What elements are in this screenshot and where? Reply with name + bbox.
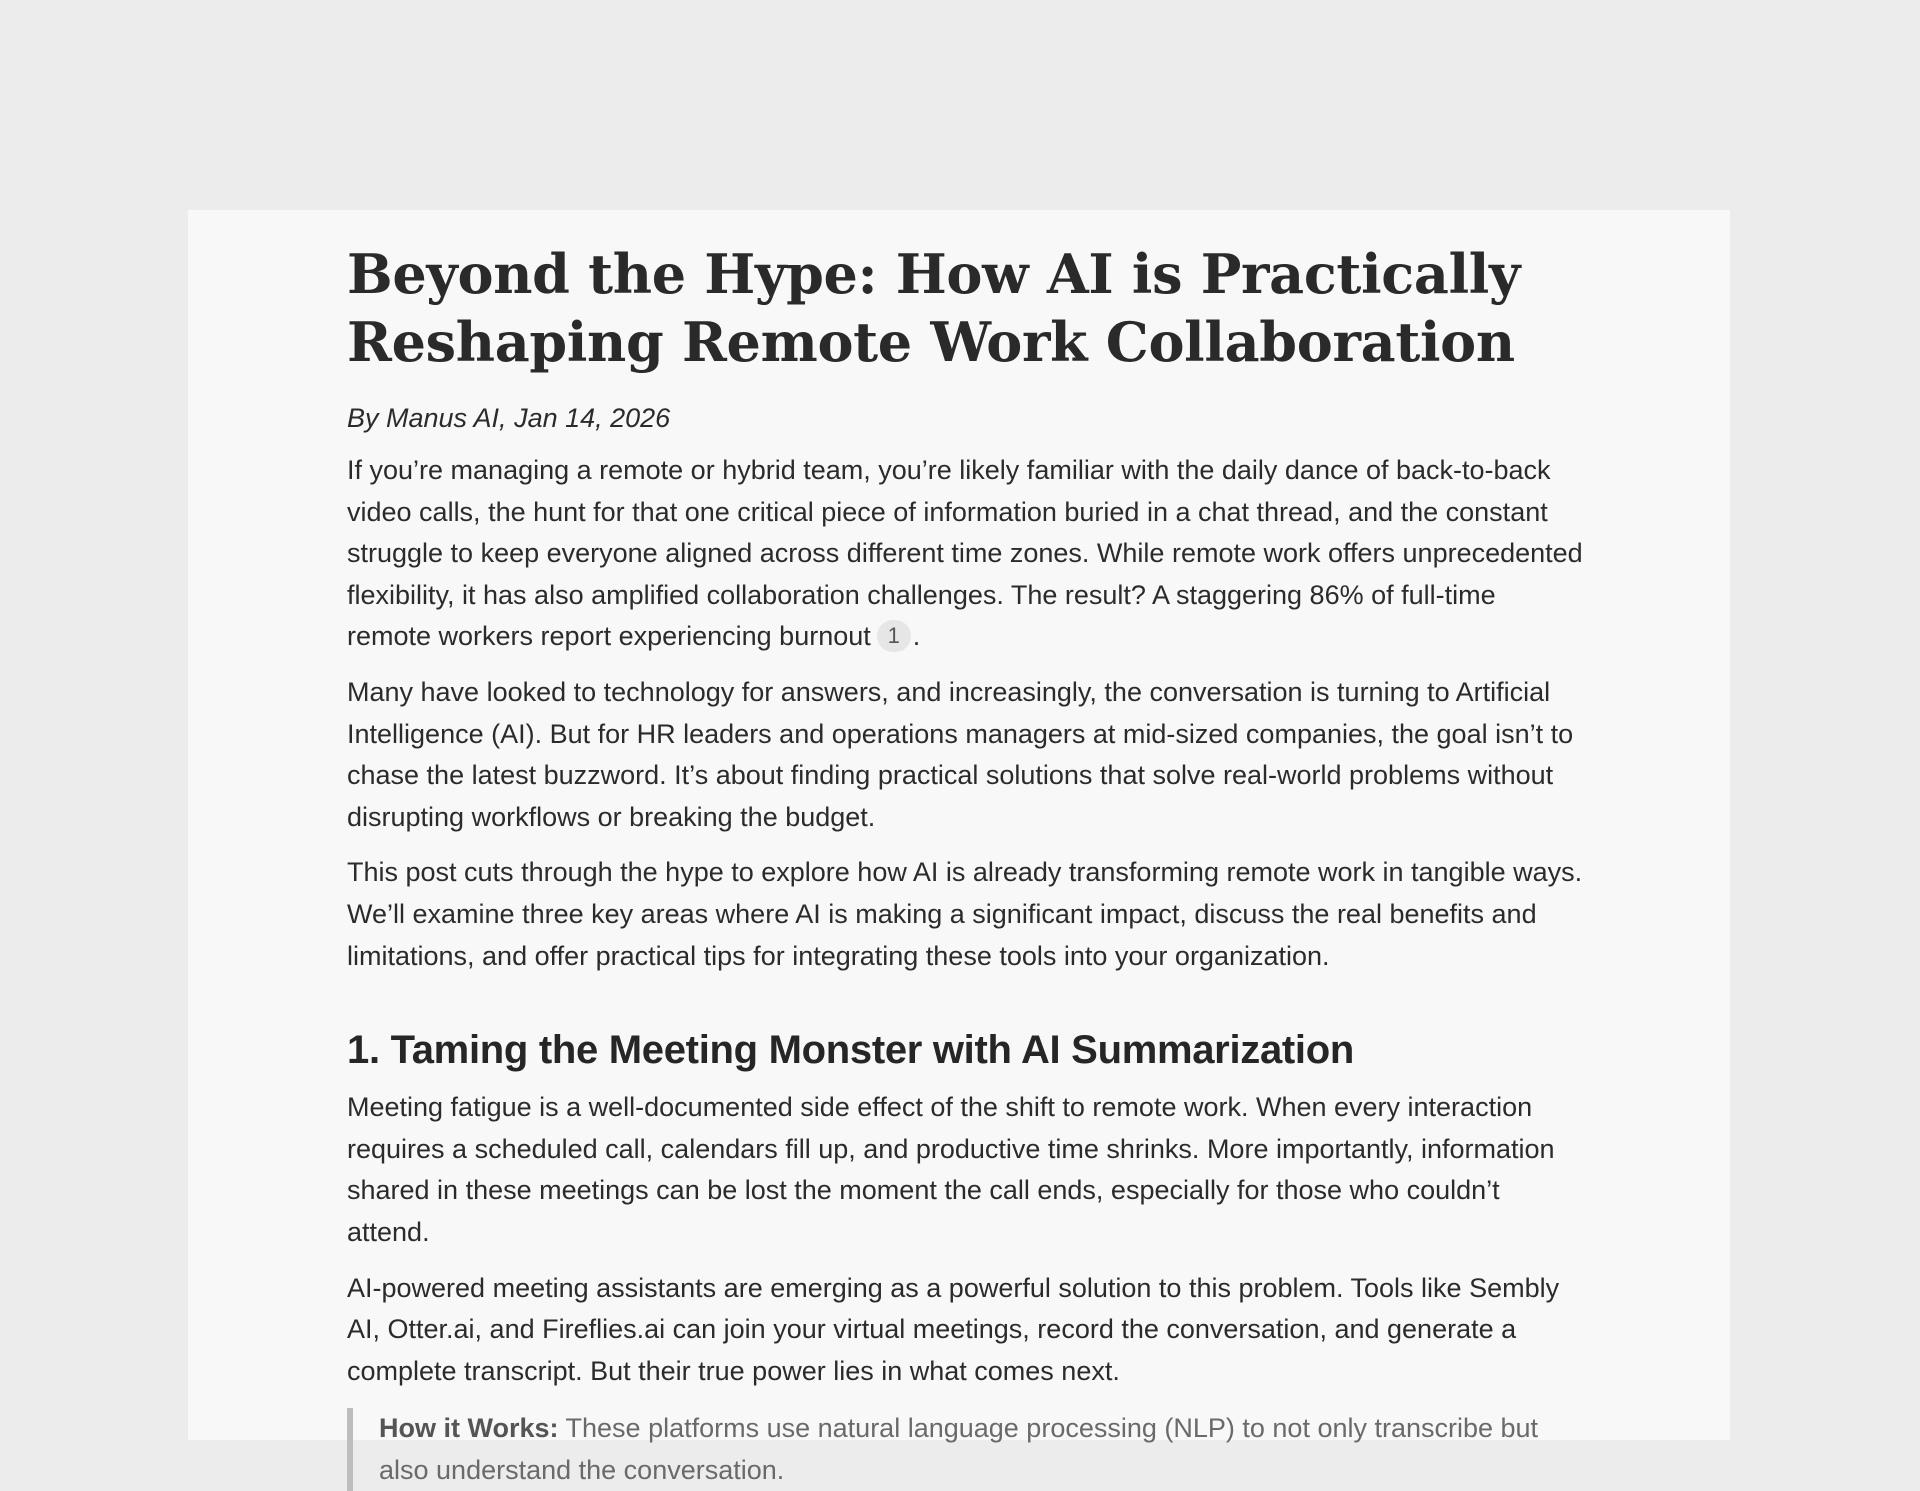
section-1-blockquote bbox=[347, 1408, 1587, 1491]
intro-paragraph-3: This post cuts through the hype to explore how AI is already transforming remote work in tangible ways. We’ll examine three key areas where AI is making a significant impact, discuss the real benefits and limitations, and offer practical tips for integrating these tools into your organization. bbox=[347, 857, 1583, 971]
document-page bbox=[188, 210, 1730, 1485]
article bbox=[347, 240, 1587, 1491]
citation-badge[interactable]: 1 bbox=[877, 620, 911, 652]
article-title: Beyond the Hype: How AI is Practically Reshaping Remote Work Collaboration bbox=[347, 242, 1521, 374]
blockquote-text: These platforms use natural language processing (NLP) to not only transcribe but also understand the conversation. bbox=[379, 1413, 1539, 1485]
intro-paragraph-1 bbox=[347, 450, 1587, 658]
intro-paragraph-1-text: If you’re managing a remote or hybrid team, you’re likely familiar with the daily dance of back-to-back video calls, the hunt for that one critical piece of information buried in a chat thread, and the constant struggle to keep everyone aligned across different time zones. While remote work offers unprecedented flexibility, it has also amplified collaboration challenges. The result? A staggering 86% of full-time remote workers report experiencing burnout bbox=[347, 455, 1583, 652]
section-1-paragraph-2: AI-powered meeting assistants are emerging as a powerful solution to this problem. Tools like Sembly AI, Otter.ai, and Fireflies.ai can join your virtual meetings, record the conversation, and generate a complete transcript. But their true power lies in what comes next. bbox=[347, 1272, 1560, 1386]
section-1-paragraph-1: Meeting fatigue is a well-documented side effect of the shift to remote work. When every interaction requires a scheduled call, calendars fill up, and productive time shrinks. More importantly, information shared in these meetings can be lost the moment the call ends, especially for those who couldn’t attend. bbox=[347, 1092, 1555, 1247]
article-byline: By Manus AI, Jan 14, 2026 bbox=[347, 403, 671, 433]
section-1-heading: 1. Taming the Meeting Monster with AI Summarization bbox=[347, 1028, 1355, 1073]
intro-paragraph-1-end: . bbox=[912, 621, 921, 652]
blockquote-label: How it Works: bbox=[379, 1413, 559, 1444]
intro-paragraph-2: Many have looked to technology for answers, and increasingly, the conversation is turning to Artificial Intelligence (AI). But for HR leaders and operations managers at mid-sized companies, the goal isn’t to chase the latest buzzword. It’s about finding practical solutions that solve real-world problems without disrupting workflows or breaking the budget. bbox=[347, 676, 1574, 832]
